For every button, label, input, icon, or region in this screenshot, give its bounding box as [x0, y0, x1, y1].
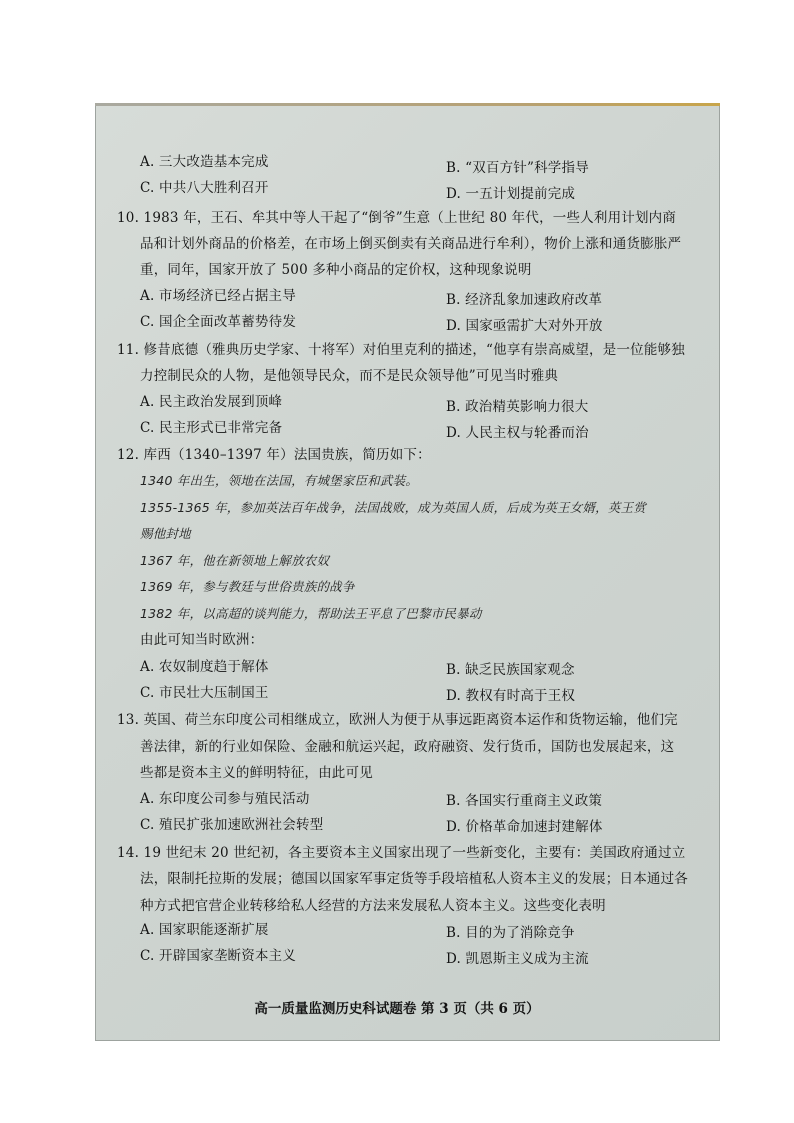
- q14-option-b: B. 目的为了消除竞争: [446, 925, 575, 941]
- q12-option-d: D. 教权有时高于王权: [446, 688, 576, 704]
- q12-stem-line-1: 12. 库西（1340–1397 年）法国贵族，简历如下：: [117, 447, 431, 463]
- q12-bio-line-2: 1355-1365 年，参加英法百年战争，法国战败，成为英国人质，后成为英王女婿，英王赏: [140, 500, 646, 515]
- q10-stem-line-1: 10. 1983 年，王石、牟其中等人干起了“倒爷”生意（上世纪 80 年代，一些人利用计划内商: [117, 210, 677, 226]
- q11-stem-line-2: 力控制民众的人物，是他领导民众，而不是民众领导他”可见当时雅典: [140, 368, 559, 384]
- q14-stem-line-3: 种方式把官营企业转移给私人经营的方法来发展私人资本主义。这些变化表明: [140, 898, 606, 914]
- q14-option-a: A. 国家职能逐渐扩展: [140, 922, 269, 938]
- q11-option-a: A. 民主政治发展到顶峰: [140, 394, 283, 410]
- q10-option-b: B. 经济乱象加速政府改革: [446, 292, 603, 308]
- page-footer: 高一质量监测历史科试题卷 第 3 页（共 6 页）: [254, 1001, 540, 1017]
- q10-stem-line-3: 重，同年，国家开放了 500 多种小商品的定价权，这种现象说明: [140, 262, 532, 278]
- q9-option-b: B. “双百方针”科学指导: [446, 160, 589, 176]
- q12-bio-line-6: 1382 年，以高超的谈判能力，帮助法王平息了巴黎市民暴动: [140, 606, 482, 621]
- q13-stem-line-1: 13. 英国、荷兰东印度公司相继成立，欧洲人为便于从事远距离资本运作和货物运输，他们完: [117, 712, 678, 728]
- q14-stem-line-1: 14. 19 世纪末 20 世纪初，各主要资本主义国家出现了一些新变化，主要有：美国政府通过立: [117, 845, 686, 861]
- q9-option-c: C. 中共八大胜利召开: [140, 180, 269, 196]
- q10-stem-line-2: 品和计划外商品的价格差，在市场上倒买倒卖有关商品进行牟利），物价上涨和通货膨胀严: [140, 236, 682, 252]
- q12-bio-line-1: 1340 年出生，领地在法国，有城堡家臣和武装。: [140, 473, 419, 488]
- q12-bio-line-5: 1369 年，参与教廷与世俗贵族的战争: [140, 579, 355, 594]
- q9-option-a: A. 三大改造基本完成: [140, 154, 269, 170]
- q10-option-a: A. 市场经济已经占据主导: [140, 288, 296, 304]
- q12-bio-line-4: 1367 年，他在新领地上解放农奴: [140, 553, 330, 568]
- q10-option-d: D. 国家亟需扩大对外开放: [446, 318, 603, 334]
- q12-option-a: A. 农奴制度趋于解体: [140, 659, 269, 675]
- q13-option-c: C. 殖民扩张加速欧洲社会转型: [140, 817, 324, 833]
- q10-option-c: C. 国企全面改革蓄势待发: [140, 314, 297, 330]
- q14-stem-line-2: 法，限制托拉斯的发展；德国以国家军事定货等手段培植私人资本主义的发展；日本通过各: [140, 871, 688, 887]
- q12-bio-line-3: 赐他封地: [140, 526, 191, 541]
- q9-option-d: D. 一五计划提前完成: [446, 186, 576, 202]
- q11-stem-line-1: 11. 修昔底德（雅典历史学家、十将军）对伯里克利的描述，“他享有崇高威望，是一位能够独: [117, 342, 685, 358]
- page-top-edge: [95, 103, 720, 106]
- q14-option-d: D. 凯恩斯主义成为主流: [446, 951, 589, 967]
- q13-option-d: D. 价格革命加速封建解体: [446, 819, 603, 835]
- q11-option-b: B. 政治精英影响力很大: [446, 399, 589, 415]
- q12-stem-question: 由此可知当时欧洲：: [140, 632, 264, 648]
- q12-option-c: C. 市民壮大压制国王: [140, 685, 269, 701]
- q11-option-d: D. 人民主权与轮番而治: [446, 425, 589, 441]
- q11-option-c: C. 民主形式已非常完备: [140, 420, 283, 436]
- q13-stem-line-3: 些都是资本主义的鲜明特征，由此可见: [140, 765, 373, 781]
- q13-option-a: A. 东印度公司参与殖民活动: [140, 791, 310, 807]
- q13-stem-line-2: 善法律，新的行业如保险、金融和航运兴起，政府融资、发行货币，国防也发展起来，这: [140, 739, 675, 755]
- q13-option-b: B. 各国实行重商主义政策: [446, 793, 603, 809]
- q14-option-c: C. 开辟国家垄断资本主义: [140, 948, 297, 964]
- q12-option-b: B. 缺乏民族国家观念: [446, 662, 575, 678]
